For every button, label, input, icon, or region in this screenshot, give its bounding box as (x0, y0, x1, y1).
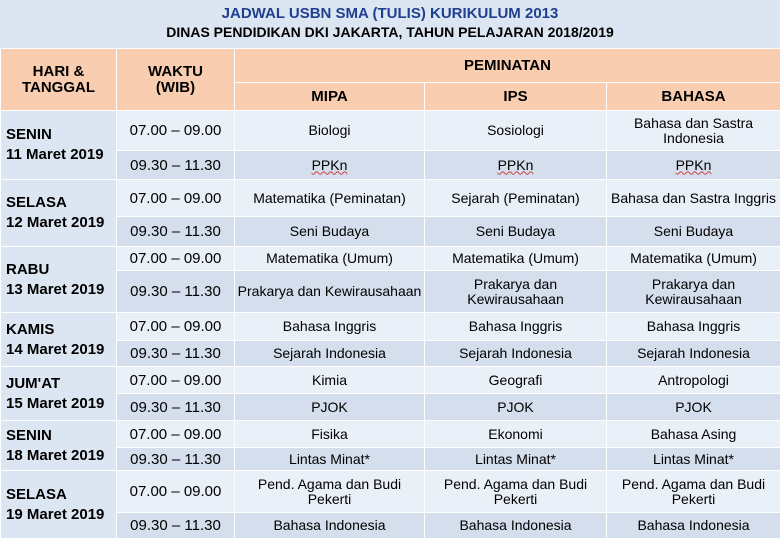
subject-cell-bahasa: Bahasa dan Sastra Inggris (607, 180, 780, 217)
time-cell: 07.00 – 09.00 (117, 247, 235, 271)
day-cell (1, 180, 117, 247)
header-waktu-cell (117, 49, 235, 111)
subject-cell-mipa: PPKn (235, 151, 425, 180)
subject-cell-ips: Pend. Agama dan Budi Pekerti (425, 471, 607, 513)
time-cell: 07.00 – 09.00 (117, 367, 235, 394)
day-date: 14 Maret 2019 (6, 340, 105, 358)
schedule-row (1, 247, 780, 271)
subject-cell-bahasa: Antropologi (607, 367, 780, 394)
day-name: RABU (6, 260, 50, 278)
time-cell: 09.30 – 11.30 (117, 217, 235, 247)
header-hari-tanggal (1, 49, 117, 111)
subject-cell-mipa: Biologi (235, 111, 425, 151)
subject-cell-bahasa: Bahasa Asing (607, 421, 780, 448)
time-cell: 09.30 – 11.30 (117, 151, 235, 180)
schedule-row (1, 271, 780, 313)
schedule-row (1, 111, 780, 151)
day-name: SELASA (6, 194, 67, 211)
day-cell (1, 367, 117, 421)
time-cell: 07.00 – 09.00 (117, 471, 235, 513)
header-wib: (WIB) (155, 78, 196, 96)
day-date: 15 Maret 2019 (6, 394, 105, 412)
subject-cell-mipa: Sejarah Indonesia (235, 341, 425, 367)
subject-cell-bahasa: Bahasa Inggris (607, 313, 780, 341)
day-date: 13 Maret 2019 (6, 280, 105, 298)
schedule-row (1, 367, 780, 394)
time-cell: 07.00 – 09.00 (117, 111, 235, 151)
page-title: JADWAL USBN SMA (TULIS) KURIKULUM 2013 (221, 5, 559, 22)
subject-cell-bahasa: PPKn (607, 151, 780, 180)
subject-cell-ips: Lintas Minat* (425, 448, 607, 471)
subject-cell-ips: Matematika (Umum) (425, 247, 607, 271)
subject-cell-bahasa: Matematika (Umum) (607, 247, 780, 271)
subject-cell-mipa: Fisika (235, 421, 425, 448)
time-cell: 07.00 – 09.00 (117, 180, 235, 217)
day-name: SENIN (6, 426, 52, 444)
day-cell (1, 313, 117, 367)
subject-cell-ips: Prakarya dan Kewirausahaan (425, 271, 607, 313)
day-date: 11 Maret 2019 (6, 146, 104, 163)
subject-cell-mipa: Kimia (235, 367, 425, 394)
schedule-row (1, 341, 780, 367)
subject-cell-bahasa: Seni Budaya (607, 217, 780, 247)
subject-cell-ips: Bahasa Inggris (425, 313, 607, 341)
subject-cell-ips: Bahasa Indonesia (425, 513, 607, 539)
subject-cell-bahasa: Pend. Agama dan Budi Pekerti (607, 471, 780, 513)
header-ips: IPS (425, 83, 607, 111)
subject-cell-ips: Ekonomi (425, 421, 607, 448)
time-cell: 09.30 – 11.30 (117, 448, 235, 471)
time-cell: 09.30 – 11.30 (117, 394, 235, 421)
subject-cell-ips: Seni Budaya (425, 217, 607, 247)
subject-cell-mipa: Matematika (Peminatan) (235, 180, 425, 217)
day-name: SENIN (6, 126, 52, 143)
day-date: 19 Maret 2019 (6, 505, 105, 523)
day-date: 12 Maret 2019 (6, 214, 105, 231)
subject-cell-ips: Sosiologi (425, 111, 607, 151)
day-cell (1, 421, 117, 471)
subject-cell-ips: Sejarah Indonesia (425, 341, 607, 367)
day-name: SELASA (6, 485, 67, 503)
schedule-row (1, 471, 780, 513)
page-subtitle: DINAS PENDIDIKAN DKI JAKARTA, TAHUN PELAJARAN 2018/2019 (166, 24, 614, 40)
schedule-row (1, 217, 780, 247)
subject-cell-mipa: Bahasa Indonesia (235, 513, 425, 539)
subject-cell-mipa: Lintas Minat* (235, 448, 425, 471)
time-cell: 09.30 – 11.30 (117, 341, 235, 367)
subject-cell-mipa: PJOK (235, 394, 425, 421)
schedule-row (1, 421, 780, 448)
subject-cell-bahasa: Lintas Minat* (607, 448, 780, 471)
subject-cell-bahasa: PJOK (607, 394, 780, 421)
subject-cell-mipa: Pend. Agama dan Budi Pekerti (235, 471, 425, 513)
time-cell: 07.00 – 09.00 (117, 421, 235, 448)
subject-cell-bahasa: Bahasa Indonesia (607, 513, 780, 539)
subject-cell-ips: PPKn (425, 151, 607, 180)
schedule-table (0, 48, 780, 539)
day-cell (1, 111, 117, 180)
schedule-row (1, 180, 780, 217)
subject-cell-mipa: Bahasa Inggris (235, 313, 425, 341)
schedule-row (1, 513, 780, 539)
schedule-row (1, 313, 780, 341)
subject-cell-ips: Sejarah (Peminatan) (425, 180, 607, 217)
header-tanggal: TANGGAL (21, 78, 96, 96)
subject-cell-bahasa: Bahasa dan Sastra Indonesia (607, 111, 780, 151)
day-name: JUM'AT (6, 374, 61, 392)
day-cell (1, 247, 117, 313)
day-date: 18 Maret 2019 (6, 446, 105, 464)
day-cell (1, 471, 117, 539)
schedule-row (1, 394, 780, 421)
subject-cell-bahasa: Prakarya dan Kewirausahaan (607, 271, 780, 313)
subject-cell-ips: PJOK (425, 394, 607, 421)
time-cell: 09.30 – 11.30 (117, 271, 235, 313)
header-bahasa: BAHASA (607, 83, 780, 111)
title-banner (0, 0, 780, 48)
header-peminatan: PEMINATAN (235, 49, 780, 83)
time-cell: 07.00 – 09.00 (117, 313, 235, 341)
header-mipa: MIPA (235, 83, 425, 111)
time-cell: 09.30 – 11.30 (117, 513, 235, 539)
subject-cell-mipa: Matematika (Umum) (235, 247, 425, 271)
subject-cell-bahasa: Sejarah Indonesia (607, 341, 780, 367)
subject-cell-ips: Geografi (425, 367, 607, 394)
schedule-row (1, 151, 780, 180)
day-name: KAMIS (6, 320, 55, 338)
header-hari: HARI & (32, 62, 85, 80)
header-waktu: WAKTU (148, 62, 203, 80)
subject-cell-mipa: Prakarya dan Kewirausahaan (235, 271, 425, 313)
schedule-row (1, 448, 780, 471)
subject-cell-mipa: Seni Budaya (235, 217, 425, 247)
